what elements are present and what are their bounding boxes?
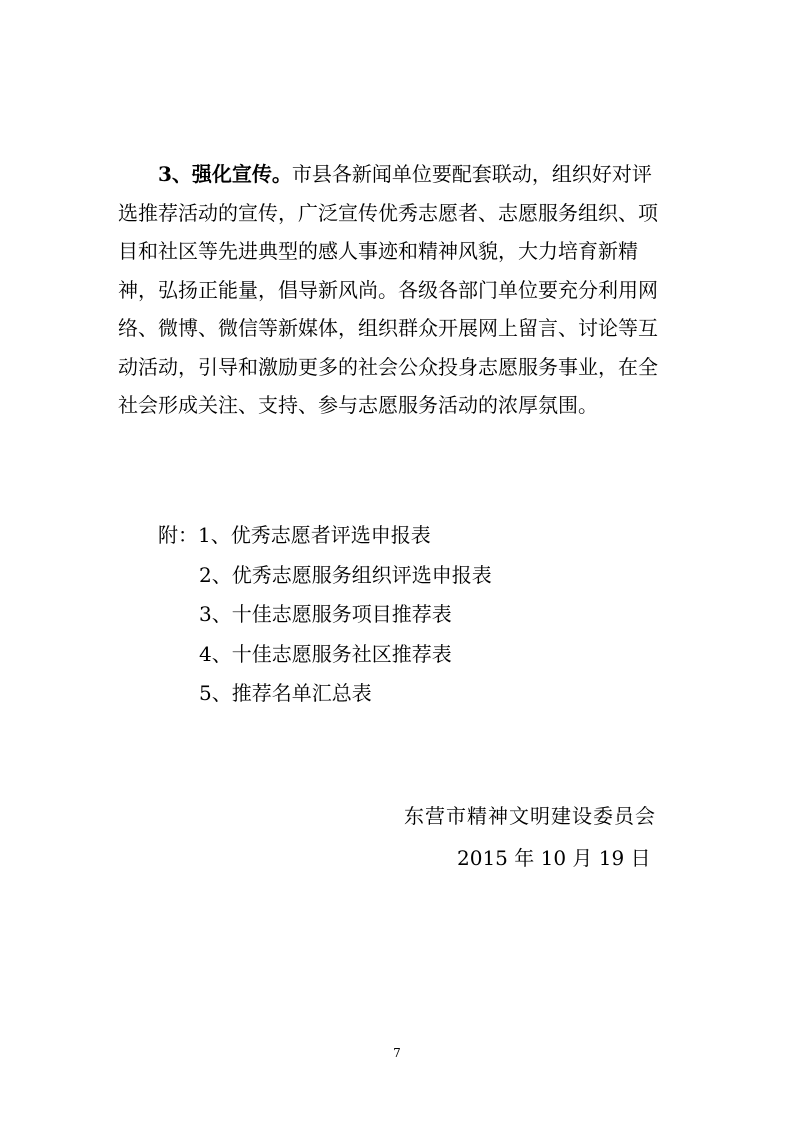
attachment-title: 4、十佳志愿服务社区推荐表 bbox=[199, 641, 452, 666]
attachment-item bbox=[158, 635, 492, 675]
paragraph-line: 选推荐活动的宣传，广泛宣传优秀志愿者、志愿服务组织、项 bbox=[118, 200, 658, 225]
paragraph-text: 市县各新闻单位要配套联动，组织好对评 bbox=[291, 162, 652, 186]
attachment-label: 附： bbox=[158, 523, 198, 547]
page-number: 7 bbox=[393, 1046, 401, 1060]
attachment-title: 5、推荐名单汇总表 bbox=[199, 681, 372, 705]
signature-organization: 东营市精神文明建设委员会 bbox=[404, 804, 656, 828]
attachment-item bbox=[158, 674, 492, 714]
signature-date: 2015 年 10 月 19 日 bbox=[457, 846, 651, 870]
publicity-paragraph bbox=[118, 155, 678, 425]
attachment-title: 2、优秀志愿服务组织评选申报表 bbox=[199, 562, 492, 587]
attachment-title: 1、优秀志愿者评选申报表 bbox=[198, 523, 431, 547]
attachment-item bbox=[158, 516, 492, 556]
attachment-title: 3、十佳志愿服务项目推荐表 bbox=[199, 602, 452, 626]
section-heading: 3、强化宣传。 bbox=[158, 162, 292, 186]
attachment-item bbox=[158, 556, 492, 596]
paragraph-line: 神，弘扬正能量，倡导新风尚。各级各部门单位要充分利用网 bbox=[118, 277, 658, 302]
paragraph-line bbox=[118, 155, 678, 194]
paragraph-line: 社会形成关注、支持、参与志愿服务活动的浓厚氛围。 bbox=[118, 393, 598, 417]
paragraph-line: 目和社区等先进典型的感人事迹和精神风貌，大力培育新精 bbox=[118, 239, 638, 263]
attachment-list bbox=[158, 516, 492, 714]
paragraph-line: 动活动，引导和激励更多的社会公众投身志愿服务事业，在全 bbox=[118, 354, 658, 379]
attachment-item bbox=[158, 595, 492, 635]
paragraph-line: 络、微博、微信等新媒体，组织群众开展网上留言、讨论等互 bbox=[118, 316, 658, 340]
